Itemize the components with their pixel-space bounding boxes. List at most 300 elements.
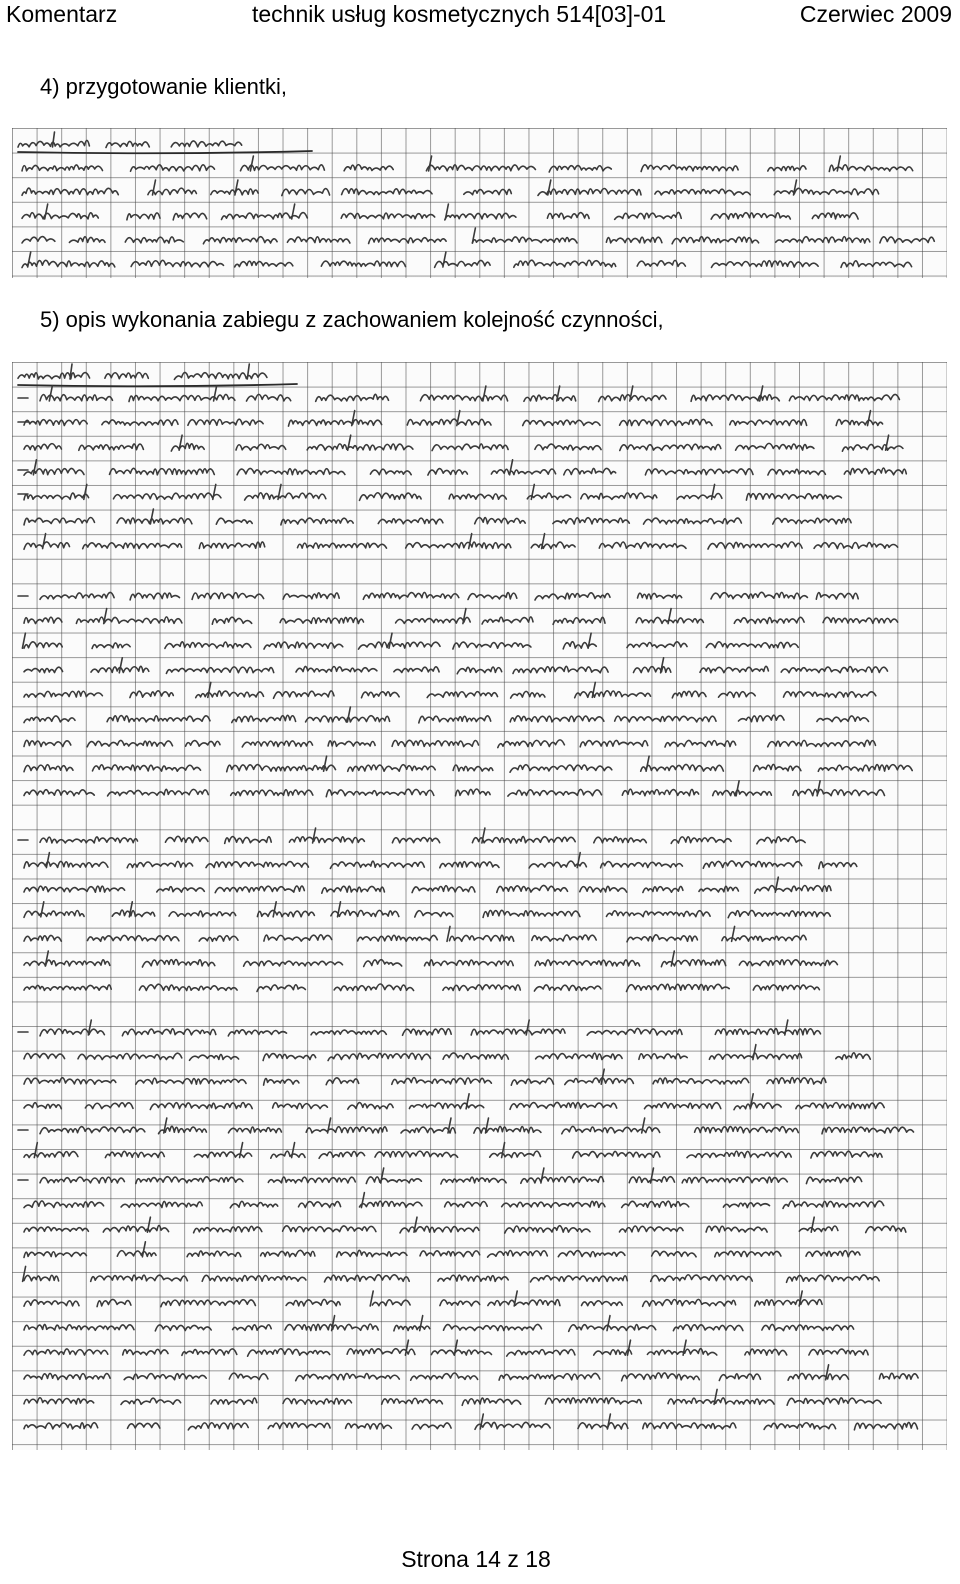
handwriting-stroke bbox=[687, 1151, 791, 1158]
handwriting-stroke bbox=[700, 666, 768, 672]
handwriting-stroke bbox=[24, 420, 87, 426]
handwriting-stroke bbox=[806, 1177, 861, 1184]
handwriting-stroke bbox=[296, 1374, 400, 1381]
handwriting-stroke bbox=[456, 789, 491, 796]
handwriting-stroke bbox=[836, 419, 882, 425]
handwriting-stroke bbox=[783, 1201, 884, 1208]
handwriting-stroke bbox=[879, 1373, 918, 1379]
handwriting-stroke bbox=[372, 1300, 410, 1306]
handwriting-stroke bbox=[136, 1177, 243, 1184]
handwriting-stroke bbox=[854, 1422, 917, 1429]
handwriting-stroke bbox=[136, 1078, 246, 1084]
handwriting-stroke bbox=[615, 716, 716, 722]
handwriting-stroke bbox=[169, 911, 236, 917]
handwriting-stroke bbox=[347, 1349, 415, 1355]
handwriting-stroke bbox=[601, 1069, 604, 1084]
handwriting-stroke bbox=[394, 667, 439, 673]
handwriting-stroke bbox=[24, 1227, 88, 1232]
handwriting-stroke bbox=[235, 261, 293, 267]
handwriting-stroke bbox=[502, 1201, 605, 1207]
handwriting-stroke bbox=[287, 237, 350, 243]
handwriting-stroke bbox=[150, 1103, 252, 1110]
handwriting-stroke bbox=[24, 1152, 78, 1158]
handwriting-stroke bbox=[426, 165, 535, 171]
handwriting-stroke bbox=[78, 1053, 182, 1059]
handwriting-stroke bbox=[76, 617, 181, 624]
handwriting-stroke bbox=[594, 1350, 632, 1356]
handwriting-stroke bbox=[844, 468, 906, 475]
handwriting-stroke bbox=[764, 1423, 836, 1430]
handwriting-stroke bbox=[734, 1103, 781, 1110]
handwriting-stroke bbox=[607, 911, 711, 917]
handwriting-stroke bbox=[472, 237, 577, 243]
handwriting-stroke bbox=[474, 1126, 541, 1133]
handwriting-stroke bbox=[505, 1226, 590, 1233]
handwriting-stroke bbox=[316, 394, 389, 401]
handwriting-stroke bbox=[651, 1275, 753, 1282]
handwriting-stroke bbox=[510, 765, 612, 772]
handwriting-stroke bbox=[24, 1398, 94, 1404]
handwriting-stroke bbox=[722, 935, 806, 941]
handwriting-stroke bbox=[22, 188, 118, 195]
handwriting-stroke bbox=[24, 1201, 104, 1208]
handwriting-stroke bbox=[403, 1029, 452, 1036]
handwriting-stroke bbox=[24, 716, 75, 723]
handwriting-stroke bbox=[321, 261, 405, 267]
handwriting-stroke bbox=[282, 189, 330, 196]
handwriting-stroke bbox=[837, 156, 840, 171]
handwriting-stroke bbox=[822, 1127, 914, 1134]
handwriting-stroke bbox=[196, 691, 264, 698]
handwriting-stroke bbox=[443, 252, 446, 267]
handwriting-stroke bbox=[366, 1177, 421, 1184]
handwriting-stroke bbox=[92, 643, 130, 649]
handwriting-stroke bbox=[475, 1422, 550, 1429]
handwriting-stroke bbox=[781, 667, 887, 673]
handwriting-stroke bbox=[711, 592, 807, 599]
handwriting-stroke bbox=[93, 765, 201, 771]
handwriting-stroke bbox=[449, 494, 506, 499]
handwriting-stroke bbox=[203, 237, 277, 244]
handwriting-stroke bbox=[841, 261, 912, 268]
handwriting-stroke bbox=[142, 960, 214, 967]
handwriting-stroke bbox=[789, 394, 899, 400]
handwriting-stroke bbox=[216, 518, 252, 524]
handwriting-stroke bbox=[788, 1373, 848, 1380]
handwriting-stroke bbox=[627, 642, 687, 648]
handwriting-stroke bbox=[40, 1127, 145, 1134]
handwriting-stroke bbox=[370, 469, 411, 475]
section-heading-5: 5) opis wykonania zabiegu z zachowaniem kolejność czynności, bbox=[40, 307, 664, 332]
handwriting-stroke bbox=[124, 1374, 206, 1380]
handwriting-stroke bbox=[40, 1029, 104, 1036]
handwriting-stroke bbox=[736, 443, 814, 450]
handwriting-stroke bbox=[715, 1029, 820, 1035]
handwriting-stroke bbox=[319, 1151, 365, 1158]
handwriting-stroke bbox=[24, 1373, 110, 1379]
handwriting-stroke bbox=[671, 837, 731, 844]
handwriting-stroke bbox=[510, 1102, 617, 1109]
handwriting-stroke bbox=[192, 593, 264, 600]
handwriting-stroke bbox=[601, 862, 683, 868]
handwriting-stroke bbox=[534, 985, 601, 991]
handwriting-stroke bbox=[24, 1078, 116, 1085]
handwriting-stroke bbox=[431, 1350, 491, 1355]
handwriting-stroke bbox=[498, 740, 565, 748]
handwriting-stroke bbox=[443, 985, 520, 991]
handwriting-stroke bbox=[787, 1275, 880, 1282]
handwriting-stroke bbox=[215, 886, 304, 893]
handwriting-stroke bbox=[358, 935, 438, 941]
handwriting-stroke bbox=[360, 493, 422, 501]
handwriting-stroke bbox=[121, 1398, 181, 1404]
handwriting-stroke bbox=[24, 1300, 79, 1306]
handwriting-stroke bbox=[247, 364, 249, 379]
handwriting-stroke bbox=[628, 1340, 631, 1355]
handwriting-stroke bbox=[653, 1078, 749, 1084]
handwriting-stroke bbox=[483, 386, 486, 401]
handwriting-stroke bbox=[655, 189, 750, 195]
handwriting-stroke bbox=[271, 1151, 305, 1158]
handwriting-stroke bbox=[645, 1103, 721, 1109]
handwriting-stroke bbox=[235, 180, 238, 195]
handwriting-stroke bbox=[599, 542, 686, 548]
handwriting-stroke bbox=[331, 910, 399, 916]
handwriting-stroke bbox=[24, 1349, 108, 1355]
handwriting-stroke bbox=[565, 1078, 634, 1085]
handwriting-stroke bbox=[24, 642, 62, 648]
handwriting-stroke bbox=[475, 518, 526, 524]
handwriting-stroke bbox=[622, 1373, 700, 1381]
header-left: Komentarz bbox=[6, 1, 118, 27]
handwriting-stroke bbox=[774, 188, 878, 194]
handwriting-stroke bbox=[24, 935, 61, 941]
handwriting-stroke bbox=[563, 642, 596, 649]
handwriting-stroke bbox=[638, 593, 682, 599]
handwriting-stroke bbox=[22, 237, 55, 243]
handwriting-stroke bbox=[812, 213, 858, 219]
handwriting-stroke bbox=[513, 666, 608, 673]
handwriting-stroke bbox=[161, 1300, 256, 1307]
handwriting-stroke bbox=[24, 542, 70, 549]
handwriting-stroke bbox=[510, 716, 604, 722]
handwriting-stroke bbox=[247, 394, 291, 401]
handwriting-stroke bbox=[429, 156, 432, 171]
handwriting-stroke bbox=[715, 1251, 781, 1257]
handwriting-stroke bbox=[123, 1349, 168, 1355]
handwriting-stroke bbox=[575, 691, 651, 698]
handwriting-stroke bbox=[114, 493, 221, 499]
handwriting-stroke bbox=[444, 1324, 542, 1330]
handwriting-stroke bbox=[117, 1251, 156, 1257]
handwriting-stroke bbox=[762, 1324, 854, 1330]
handwriting-stroke bbox=[264, 642, 343, 649]
handwriting-stroke bbox=[157, 887, 205, 892]
handwriting-stroke bbox=[511, 1078, 553, 1085]
handwriting-stroke bbox=[40, 592, 114, 599]
handwriting-stroke bbox=[22, 260, 115, 267]
handwriting-stroke bbox=[745, 1349, 787, 1355]
handwriting-stroke bbox=[708, 542, 802, 549]
handwriting-stroke bbox=[369, 238, 447, 244]
handwriting-stroke bbox=[91, 1275, 188, 1281]
handwriting-stroke bbox=[753, 985, 819, 991]
handwriting-stroke bbox=[754, 764, 801, 771]
handwriting-stroke bbox=[450, 935, 514, 941]
handwriting-stroke bbox=[148, 188, 197, 195]
handwriting-stroke bbox=[244, 961, 343, 966]
handwriting-stroke bbox=[245, 493, 326, 500]
handwriting-stroke bbox=[432, 444, 508, 451]
handwriting-stroke bbox=[97, 1299, 131, 1306]
handwriting-stroke bbox=[375, 1151, 458, 1157]
handwriting-stroke bbox=[739, 960, 837, 966]
handwriting-stroke bbox=[242, 741, 312, 747]
handwriting-stroke bbox=[117, 518, 192, 524]
handwriting-stroke bbox=[578, 1423, 628, 1429]
handwriting-stroke bbox=[24, 740, 71, 746]
handwriting-stroke bbox=[719, 1374, 760, 1381]
handwriting-stroke bbox=[79, 444, 144, 450]
handwriting-stroke bbox=[186, 741, 220, 747]
handwriting-stroke bbox=[188, 419, 263, 425]
handwriting-stroke bbox=[18, 373, 90, 379]
handwriting-stroke bbox=[346, 1423, 392, 1428]
handwriting-stroke bbox=[283, 1226, 376, 1232]
handwriting-stroke bbox=[646, 756, 649, 771]
handwriting-stroke bbox=[228, 1030, 286, 1036]
handwriting-stroke bbox=[24, 691, 102, 697]
handwriting-stroke bbox=[122, 1029, 215, 1036]
handwriting-stroke bbox=[527, 493, 570, 499]
handwriting-stroke bbox=[699, 886, 738, 892]
handwriting-stroke bbox=[208, 682, 211, 697]
handwriting-stroke bbox=[673, 1325, 743, 1331]
handwriting-stroke bbox=[712, 261, 819, 268]
handwriting-stroke bbox=[264, 1079, 299, 1086]
handwriting-stroke bbox=[274, 691, 335, 698]
handwriting-stroke bbox=[514, 260, 616, 267]
handwriting-stroke bbox=[842, 444, 903, 451]
handwriting-stroke bbox=[573, 1151, 660, 1158]
handwriting-stroke bbox=[264, 935, 332, 941]
handwriting-stroke bbox=[131, 260, 223, 267]
handwriting-stroke bbox=[24, 493, 89, 500]
handwriting-stroke bbox=[24, 444, 61, 450]
handwriting-stroke bbox=[127, 861, 192, 867]
handwriting-stroke bbox=[695, 1127, 799, 1133]
handwriting-stroke bbox=[283, 1398, 352, 1404]
handwriting-stroke bbox=[344, 165, 393, 171]
handwriting-stroke bbox=[582, 1301, 623, 1306]
handwriting-stroke bbox=[490, 1151, 541, 1157]
handwriting-stroke bbox=[155, 1325, 211, 1331]
handwriting-stroke bbox=[709, 1053, 801, 1059]
handwriting-stroke bbox=[286, 1299, 340, 1305]
handwriting-stroke bbox=[102, 420, 178, 426]
handwriting-stroke bbox=[87, 740, 172, 746]
handwriting-stroke bbox=[622, 789, 698, 795]
handwriting-stroke bbox=[392, 1078, 492, 1085]
handwriting-stroke bbox=[880, 237, 934, 243]
handwriting-stroke bbox=[412, 1423, 451, 1429]
handwriting-stroke bbox=[268, 1177, 355, 1183]
handwriting-stroke bbox=[691, 395, 779, 402]
handwriting-stroke bbox=[445, 213, 516, 220]
handwriting-stroke bbox=[793, 789, 885, 795]
handwriting-stroke bbox=[236, 444, 286, 450]
handwriting-stroke bbox=[232, 715, 296, 722]
page-header bbox=[0, 0, 960, 28]
handwriting-stroke bbox=[40, 1177, 124, 1183]
handwriting-stroke bbox=[307, 444, 413, 450]
handwriting-stroke bbox=[326, 1078, 359, 1085]
handwritten-scan-procedure bbox=[12, 362, 947, 1450]
handwriting-stroke bbox=[776, 237, 870, 243]
handwriting-stroke bbox=[643, 886, 683, 892]
handwriting-stroke bbox=[129, 394, 235, 401]
handwriting-stroke bbox=[816, 593, 858, 600]
handwriting-stroke bbox=[549, 166, 611, 172]
handwriting-stroke bbox=[409, 1103, 483, 1109]
handwriting-stroke bbox=[45, 204, 48, 219]
handwriting-stroke bbox=[268, 1423, 330, 1429]
handwriting-stroke bbox=[569, 1325, 656, 1332]
handwriting-stroke bbox=[643, 1423, 736, 1429]
handwriting-stroke bbox=[296, 666, 377, 672]
handwriting-stroke bbox=[130, 691, 173, 698]
handwriting-stroke bbox=[829, 165, 912, 172]
handwriting-stroke bbox=[420, 395, 507, 401]
header-right: Czerwiec 2009 bbox=[799, 1, 952, 27]
handwriting-stroke bbox=[682, 1177, 787, 1183]
handwriting-stroke bbox=[668, 609, 671, 624]
handwriting-stroke bbox=[24, 1252, 86, 1258]
handwriting-stroke bbox=[558, 1251, 625, 1257]
handwriting-stroke bbox=[464, 189, 512, 194]
handwriting-stroke bbox=[46, 853, 49, 868]
handwriting-stroke bbox=[22, 213, 98, 219]
handwriting-stroke bbox=[24, 1324, 134, 1330]
handwritten-scan-preparation bbox=[12, 128, 947, 278]
handwriting-stroke bbox=[24, 1103, 61, 1109]
handwriting-stroke bbox=[508, 789, 602, 796]
handwriting-stroke bbox=[328, 1053, 430, 1060]
handwriting-stroke bbox=[526, 1020, 529, 1035]
handwriting-stroke bbox=[381, 1168, 384, 1183]
handwriting-stroke bbox=[24, 667, 63, 673]
handwriting-stroke bbox=[757, 837, 805, 844]
handwriting-stroke bbox=[24, 1275, 59, 1281]
handwriting-stroke bbox=[237, 468, 345, 474]
handwriting-stroke bbox=[535, 960, 640, 966]
handwriting-stroke bbox=[24, 985, 111, 991]
handwriting-stroke bbox=[24, 911, 84, 918]
handwriting-stroke bbox=[523, 420, 600, 425]
handwriting-stroke bbox=[499, 1373, 600, 1380]
handwriting-stroke bbox=[142, 1242, 145, 1257]
handwriting-stroke bbox=[488, 1300, 560, 1306]
handwriting-stroke bbox=[166, 667, 273, 674]
handwriting-stroke bbox=[263, 1054, 316, 1061]
handwriting-stroke bbox=[564, 468, 616, 475]
handwriting-stroke bbox=[330, 861, 424, 868]
handwriting-stroke bbox=[652, 1251, 696, 1257]
handwriting-stroke bbox=[298, 543, 387, 548]
handwriting-stroke bbox=[202, 1275, 306, 1281]
handwriting-stroke bbox=[634, 667, 671, 673]
handwriting-stroke bbox=[622, 1201, 689, 1207]
handwriting-stroke bbox=[24, 1423, 98, 1429]
handwriting-stroke bbox=[171, 141, 242, 147]
handwriting-stroke bbox=[491, 469, 555, 475]
handwriting-stroke bbox=[620, 1226, 684, 1232]
handwriting-stroke bbox=[84, 484, 87, 499]
handwriting-stroke bbox=[363, 592, 459, 599]
handwriting-stroke bbox=[378, 518, 443, 524]
handwriting-stroke bbox=[645, 469, 753, 475]
handwriting-stroke bbox=[194, 1152, 251, 1158]
handwriting-stroke bbox=[553, 518, 629, 524]
handwriting-stroke bbox=[536, 1053, 623, 1059]
handwriting-stroke bbox=[299, 1202, 341, 1208]
handwriting-stroke bbox=[784, 692, 876, 698]
handwriting-stroke bbox=[171, 443, 204, 451]
handwriting-stroke bbox=[440, 862, 499, 868]
handwriting-stroke bbox=[213, 484, 216, 499]
handwriting-stroke bbox=[644, 518, 742, 524]
handwriting-stroke bbox=[713, 790, 772, 796]
handwriting-stroke bbox=[257, 985, 305, 992]
handwriting-stroke bbox=[273, 1103, 328, 1109]
handwriting-stroke bbox=[392, 740, 478, 746]
handwriting-stroke bbox=[420, 1251, 480, 1257]
handwriting-stroke bbox=[128, 1423, 160, 1428]
handwriting-stroke bbox=[273, 902, 276, 917]
handwriting-stroke bbox=[806, 1251, 860, 1257]
handwriting-stroke bbox=[24, 1053, 65, 1058]
handwriting-stroke bbox=[325, 1275, 410, 1282]
handwriting-stroke bbox=[131, 165, 215, 171]
handwriting-stroke bbox=[257, 910, 314, 916]
handwriting-stroke bbox=[407, 419, 491, 425]
handwriting-stroke bbox=[627, 984, 730, 991]
handwriting-stroke bbox=[799, 1226, 838, 1232]
handwriting-stroke bbox=[412, 886, 475, 893]
handwriting-stroke bbox=[364, 960, 402, 967]
handwriting-stroke bbox=[222, 213, 308, 220]
handwriting-stroke bbox=[229, 1127, 282, 1133]
handwriting-stroke bbox=[326, 789, 434, 797]
handwriting-stroke bbox=[672, 691, 706, 698]
handwriting-stroke bbox=[188, 1423, 248, 1430]
handwriting-stroke bbox=[651, 1168, 654, 1183]
handwriting-stroke bbox=[106, 141, 149, 147]
handwriting-stroke bbox=[811, 1151, 882, 1158]
handwriting-stroke bbox=[767, 1078, 826, 1084]
handwriting-stroke bbox=[641, 764, 724, 771]
handwriting-stroke bbox=[392, 838, 439, 843]
handwriting-stroke bbox=[139, 984, 237, 990]
handwriting-stroke bbox=[182, 1349, 237, 1356]
handwriting-stroke bbox=[647, 1349, 716, 1355]
handwriting-stroke bbox=[580, 886, 627, 892]
handwriting-stroke bbox=[453, 765, 493, 771]
handwriting-stroke bbox=[261, 1250, 315, 1256]
page-footer bbox=[0, 1545, 960, 1573]
handwriting-stroke bbox=[342, 189, 432, 195]
handwriting-stroke bbox=[471, 1029, 565, 1035]
